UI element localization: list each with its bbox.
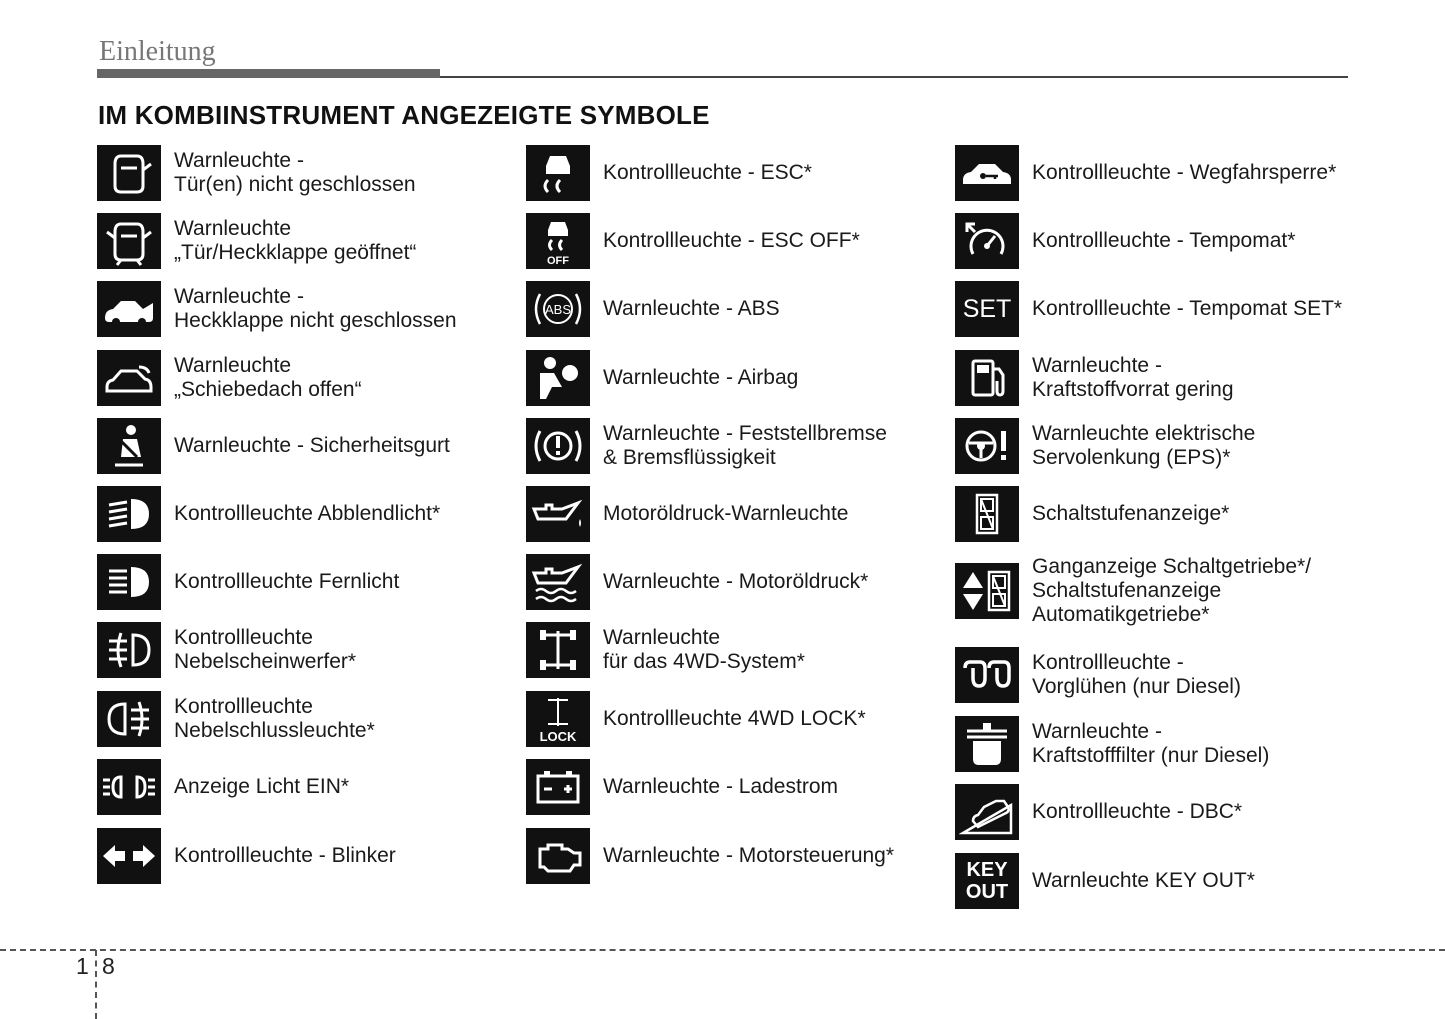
eps-icon xyxy=(955,418,1019,474)
svg-text:OFF: OFF xyxy=(547,255,569,266)
symbol-row: ABS Warnleuchte - ABS xyxy=(526,281,780,337)
dbc-icon xyxy=(955,784,1019,840)
svg-text:LOCK: LOCK xyxy=(539,729,577,744)
brake-icon xyxy=(526,418,590,474)
symbol-row: Warnleuchte - Kraftstofffilter (nur Diesel) xyxy=(955,716,1269,772)
symbol-row: Anzeige Licht EIN* xyxy=(97,759,349,815)
symbol-row: Warnleuchte elektrische Servolenkung (EPS)* xyxy=(955,418,1255,474)
oil-level-icon xyxy=(526,554,590,610)
esc-icon xyxy=(526,145,590,201)
symbol-row: Warnleuchte - Feststellbremse & Bremsflüssigkeit xyxy=(526,418,887,474)
symbol-row: Schaltstufenanzeige* xyxy=(955,486,1229,542)
symbol-row: Warnleuchte - Motorsteuerung* xyxy=(526,828,894,884)
svg-text:ABS: ABS xyxy=(544,302,572,317)
symbol-row: Warnleuchte - Motoröldruck* xyxy=(526,554,868,610)
symbol-row: Kontrollleuchte Abblendlicht* xyxy=(97,486,440,542)
symbol-row: KEY OUT Warnleuchte KEY OUT* xyxy=(955,853,1255,909)
engine-icon xyxy=(526,828,590,884)
header-rule-thick xyxy=(97,69,440,78)
door-open-icon xyxy=(97,145,161,201)
symbol-row: Kontrollleuchte - ESC* xyxy=(526,145,812,201)
symbol-row: Kontrollleuchte - Wegfahrsperre* xyxy=(955,145,1336,201)
symbol-row: Motoröldruck-Warnleuchte xyxy=(526,486,848,542)
symbol-row: LOCK Kontrollleuchte 4WD LOCK* xyxy=(526,691,866,747)
symbol-row: Warnleuchte „Tür/Heckklappe geöffnet“ xyxy=(97,213,416,269)
key-out-icon: KEY OUT xyxy=(955,853,1019,909)
symbol-row: Warnleuchte - Ladestrom xyxy=(526,759,838,815)
section-header: Einleitung xyxy=(99,36,216,67)
immobilizer-icon xyxy=(955,145,1019,201)
trunk-open-icon xyxy=(97,281,161,337)
cruise-set-icon: SET xyxy=(955,281,1019,337)
symbol-row: Kontrollleuchte Nebelscheinwerfer* xyxy=(97,622,356,678)
symbol-row: OFF Kontrollleuchte - ESC OFF* xyxy=(526,213,860,269)
symbol-row: Warnleuchte - Airbag xyxy=(526,350,798,406)
4wd-icon xyxy=(526,622,590,678)
symbol-row: Ganganzeige Schaltgetriebe*/ Schaltstufenanzeige Automatikgetriebe* xyxy=(955,555,1311,627)
4wd-lock-icon xyxy=(526,691,590,747)
symbol-row: Kontrollleuchte - Tempomat* xyxy=(955,213,1295,269)
battery-icon xyxy=(526,759,590,815)
door-tailgate-icon xyxy=(97,213,161,269)
abs-icon xyxy=(526,281,590,337)
front-fog-icon xyxy=(97,622,161,678)
symbol-row: Warnleuchte - Heckklappe nicht geschlossen xyxy=(97,281,457,337)
light-on-icon xyxy=(97,759,161,815)
symbol-row: Warnleuchte - Sicherheitsgurt xyxy=(97,418,450,474)
symbol-row: Kontrollleuchte - Blinker xyxy=(97,828,396,884)
turn-signal-icon xyxy=(97,828,161,884)
footer-divider xyxy=(95,950,97,1019)
page-title: IM KOMBIINSTRUMENT ANGEZEIGTE SYMBOLE xyxy=(98,100,710,130)
gear-indicator-icon xyxy=(955,563,1019,619)
symbol-row: Kontrollleuchte Fernlicht xyxy=(97,554,399,610)
rear-fog-icon xyxy=(97,691,161,747)
chapter-number: 1 xyxy=(76,953,89,979)
symbol-row: Kontrollleuchte - Vorglühen (nur Diesel) xyxy=(955,647,1241,703)
high-beam-icon xyxy=(97,554,161,610)
esc-off-icon xyxy=(526,213,590,269)
symbol-row: Kontrollleuchte - DBC* xyxy=(955,784,1242,840)
symbol-row: Warnleuchte für das 4WD-System* xyxy=(526,622,805,678)
sunroof-icon xyxy=(97,350,161,406)
cruise-icon xyxy=(955,213,1019,269)
symbol-row: Warnleuchte „Schiebedach offen“ xyxy=(97,350,362,406)
symbol-row: Warnleuchte - Kraftstoffvorrat gering xyxy=(955,350,1234,406)
shift-indicator-icon xyxy=(955,486,1019,542)
header-rule-thin xyxy=(440,76,1348,78)
footer-rule xyxy=(0,949,1445,951)
fuel-filter-icon xyxy=(955,716,1019,772)
symbol-row: Warnleuchte - Tür(en) nicht geschlossen xyxy=(97,145,416,201)
fuel-icon xyxy=(955,350,1019,406)
airbag-icon xyxy=(526,350,590,406)
glow-plug-icon xyxy=(955,647,1019,703)
symbol-row: Kontrollleuchte Nebelschlussleuchte* xyxy=(97,691,375,747)
oil-pressure-icon xyxy=(526,486,590,542)
symbol-row: SET Kontrollleuchte - Tempomat SET* xyxy=(955,281,1342,337)
seatbelt-icon xyxy=(97,418,161,474)
page-number: 8 xyxy=(102,953,115,979)
low-beam-icon xyxy=(97,486,161,542)
